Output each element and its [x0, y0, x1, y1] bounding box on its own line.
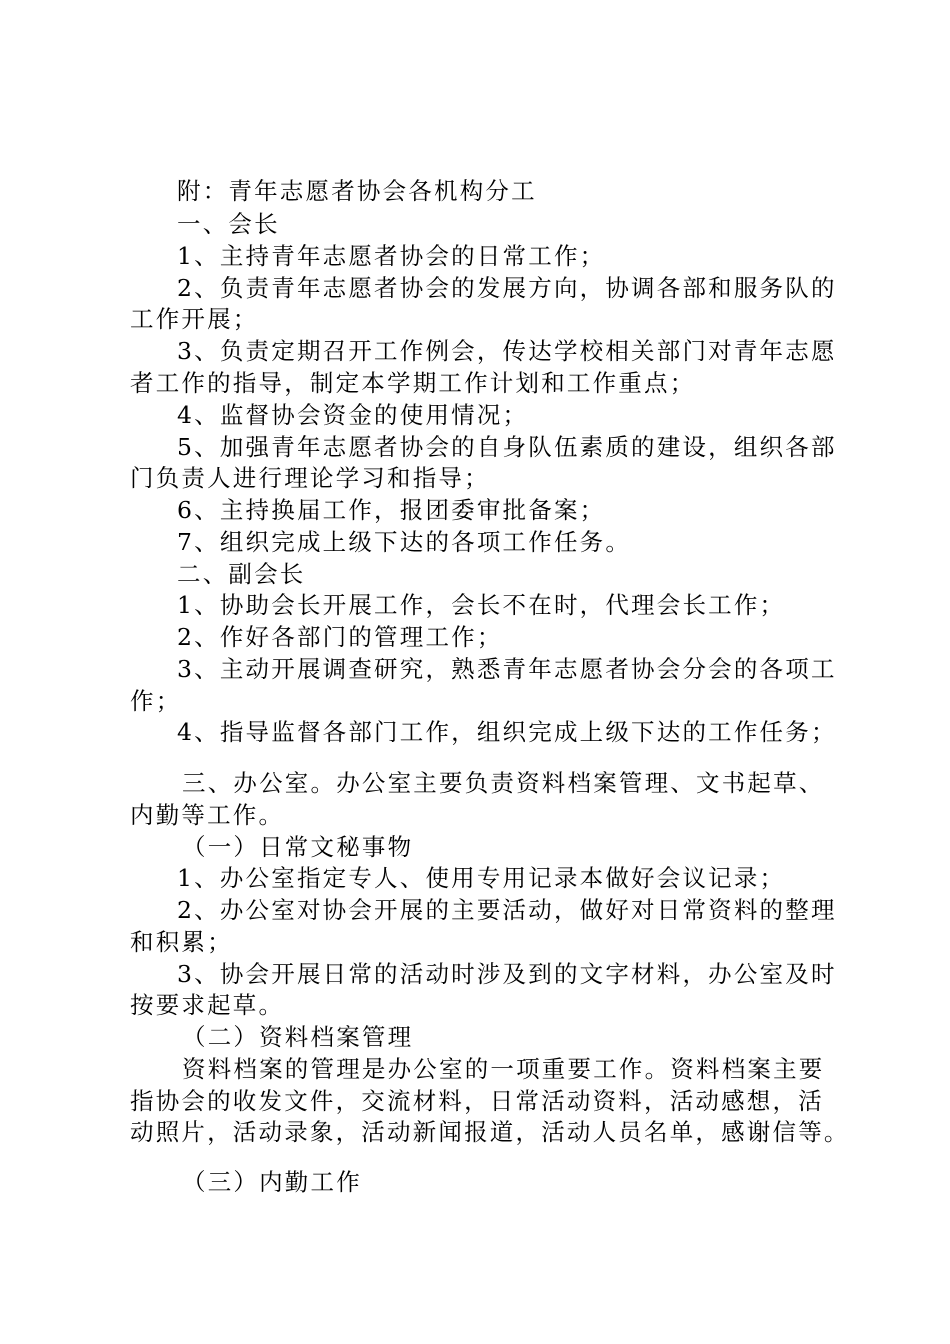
paragraph-line: 门负责人进行理论学习和指导；: [130, 464, 490, 492]
paragraph-line: 7、组织完成上级下达的各项工作任务。: [177, 528, 632, 556]
paragraph-line: 5、加强青年志愿者协会的自身队伍素质的建设，组织各部: [177, 433, 837, 461]
paragraph-line: 和积累；: [130, 928, 233, 956]
paragraph-line: 3、协会开展日常的活动时涉及到的文字材料，办公室及时: [177, 960, 837, 988]
paragraph-line: 1、协助会长开展工作，会长不在时，代理会长工作；: [177, 591, 786, 619]
paragraph-line: 2、办公室对协会开展的主要活动，做好对日常资料的整理: [177, 896, 837, 924]
paragraph-line: 按要求起草。: [130, 991, 285, 1019]
paragraph-line: 者工作的指导，制定本学期工作计划和工作重点；: [130, 369, 696, 397]
section-heading-president: 一、会长: [177, 210, 280, 238]
subsection-heading-archives: （二）资料档案管理: [182, 1023, 414, 1051]
paragraph-line: 2、负责青年志愿者协会的发展方向，协调各部和服务队的: [177, 274, 837, 302]
section-heading-office: 三、办公室。办公室主要负责资料档案管理、文书起草、: [182, 769, 825, 797]
paragraph-line: 6、主持换届工作，报团委审批备案；: [177, 496, 606, 524]
paragraph-line: 1、办公室指定专人、使用专用记录本做好会议记录；: [177, 864, 786, 892]
paragraph-line: 3、主动开展调查研究，熟悉青年志愿者协会分会的各项工: [177, 655, 837, 683]
paragraph-line: 内勤等工作。: [130, 801, 285, 829]
paragraph-line: 3、负责定期召开工作例会，传达学校相关部门对青年志愿: [177, 337, 837, 365]
paragraph-line: 作；: [130, 687, 182, 715]
subsection-heading-internal-affairs: （三）内勤工作: [182, 1168, 362, 1196]
paragraph-line: 指协会的收发文件，交流材料，日常活动资料，活动感想，活: [130, 1087, 824, 1115]
section-heading-vice-president: 二、副会长: [177, 560, 306, 588]
appendix-title: 附：青年志愿者协会各机构分工: [177, 177, 537, 205]
paragraph-line: 4、监督协会资金的使用情况；: [177, 401, 529, 429]
paragraph-line: 1、主持青年志愿者协会的日常工作；: [177, 242, 606, 270]
paragraph-line: 工作开展；: [130, 305, 259, 333]
subsection-heading-secretarial: （一）日常文秘事物: [182, 833, 414, 861]
paragraph-line: 资料档案的管理是办公室的一项重要工作。资料档案主要: [182, 1055, 825, 1083]
paragraph-line: 4、指导监督各部门工作，组织完成上级下达的工作任务；: [177, 718, 837, 746]
paragraph-line: 2、作好各部门的管理工作；: [177, 623, 503, 651]
paragraph-line: 动照片，活动录象，活动新闻报道，活动人员名单，感谢信等。: [130, 1118, 850, 1146]
